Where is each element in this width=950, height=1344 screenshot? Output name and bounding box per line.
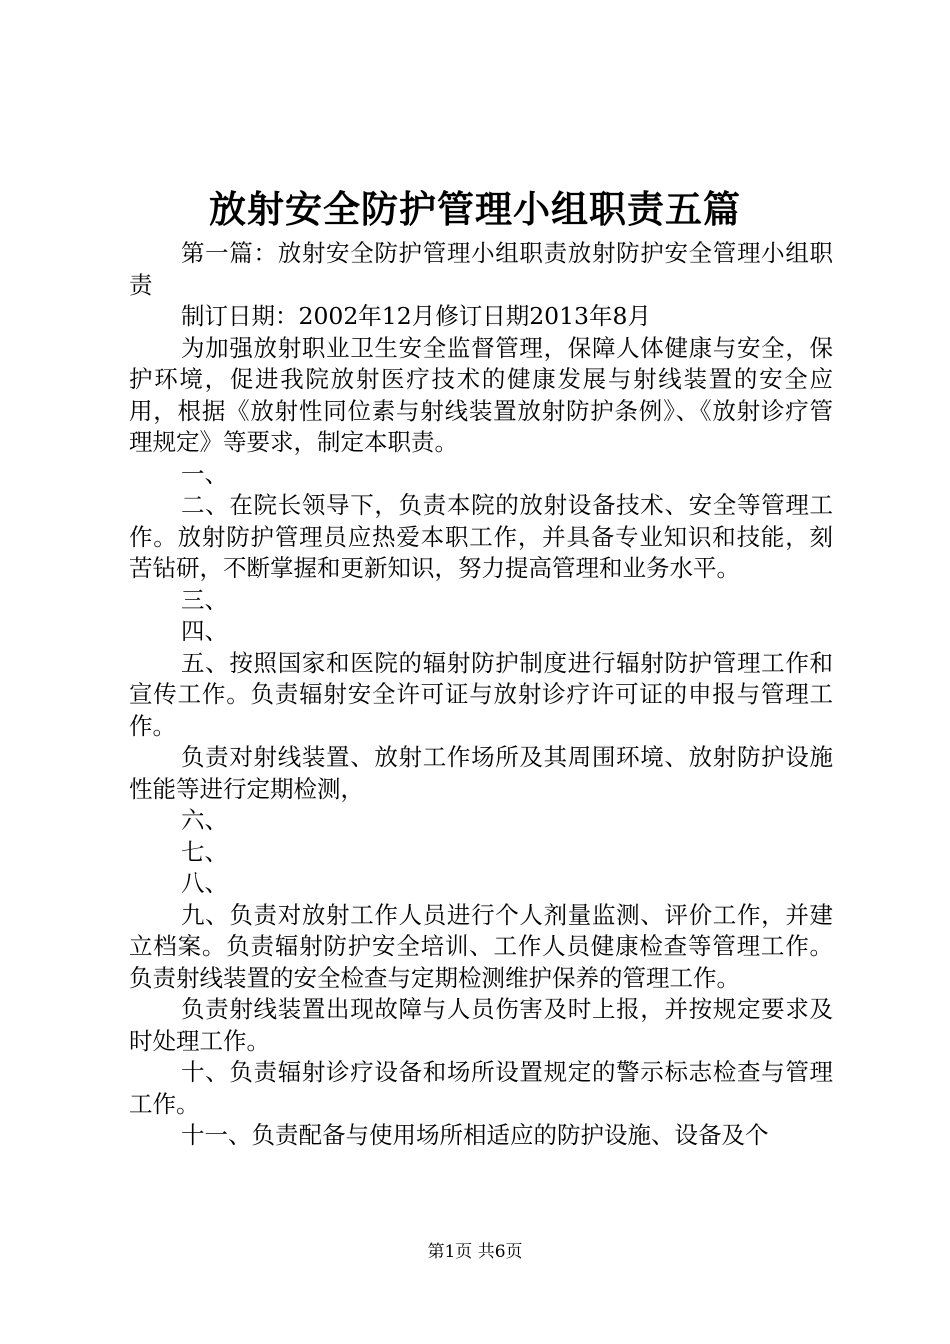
- paragraph-dates: 制订日期：2002年12月修订日期2013年8月: [181, 302, 651, 330]
- paragraph-item-3: 三、: [181, 585, 228, 614]
- paragraph-item-2: 二、在院长领导下，负责本院的放射设备技术、安全等管理工作。放射防护管理员应热爱本职工作，并具备专业知识和技能，刻苦钻研，不断掌握和更新知识，努力提高管理和业务水平。: [129, 491, 833, 582]
- paragraph-item-9-detail: 负责射线装置出现故障与人员伤害及时上报，并按规定要求及时处理工作。: [129, 995, 833, 1055]
- paragraph-item-5: 五、按照国家和医院的辐射防护制度进行辐射防护管理工作和宣传工作。负责辐射安全许可证与放射诊疗许可证的申报与管理工作。: [129, 648, 833, 740]
- paragraph-item-11: 十一、负责配备与使用场所相适应的防护设施、设备及个: [181, 1121, 769, 1149]
- paragraph-item-6: 六、: [181, 806, 228, 834]
- document-title: 放射安全防护管理小组职责五篇: [209, 187, 741, 231]
- paragraph-item-9: 九、负责对放射工作人员进行个人剂量监测、评价工作，并建立档案。负责辐射防护安全培训、工作人员健康检查等管理工作。负责射线装置的安全检查与定期检测维护保养的管理工作。: [129, 900, 833, 992]
- paragraph-item-4: 四、: [181, 617, 228, 645]
- paragraph-item-5-detail: 负责对射线装置、放射工作场所及其周围环境、放射防护设施性能等进行定期检测，: [129, 743, 833, 803]
- paragraph-intro: 为加强放射职业卫生安全监督管理，保障人体健康与安全，保护环境，促进我院放射医疗技术的健康发展与射线装置的安全应用，根据《放射性同位素与射线装置放射防护条例》、《放射诊疗管理规定》等要求，制定本职责。: [129, 333, 833, 456]
- paragraph-item-1: 一、: [181, 459, 228, 488]
- paragraph-heading: 第一篇：放射安全防护管理小组职责放射防护安全管理小组职责: [129, 239, 833, 299]
- page-footer: 第1页 共6页: [427, 1242, 523, 1262]
- paragraph-item-7: 七、: [181, 837, 228, 866]
- paragraph-item-8: 八、: [181, 869, 228, 897]
- paragraph-item-10: 十、负责辐射诊疗设备和场所设置规定的警示标志检查与管理工作。: [129, 1058, 833, 1118]
- document-body: [129, 238, 833, 1152]
